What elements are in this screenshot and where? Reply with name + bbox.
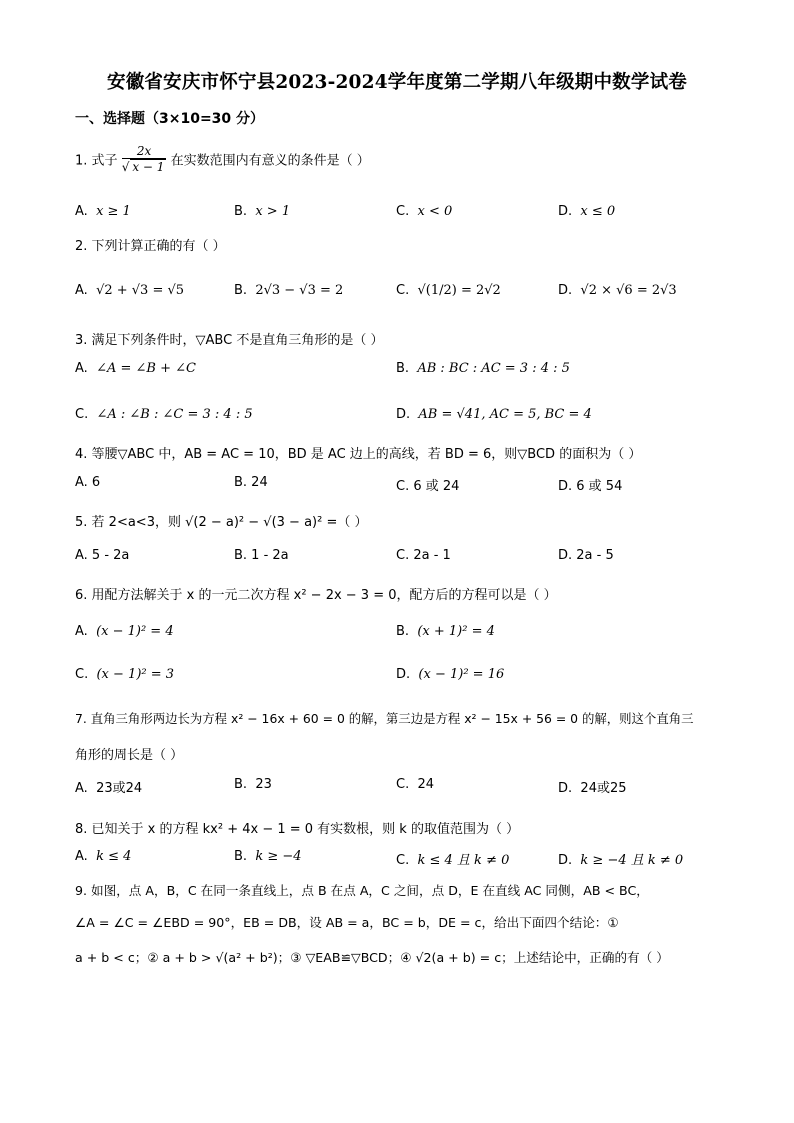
question-3-stem: 3. 满足下列条件时，▽ABC 不是直角三角形的是（ ） [75,333,384,348]
question-1-option-a[interactable]: A. x ≥ 1 [75,204,131,219]
question-5-option-d[interactable]: D. 2a - 5 [558,548,614,563]
question-4-option-c[interactable]: C. 6 或 24 [396,479,460,494]
question-3-option-c[interactable]: C. ∠A : ∠B : ∠C = 3 : 4 : 5 [75,407,253,422]
question-1-frac-den: √ x − 1 [121,160,165,174]
question-4-option-b[interactable]: B. 24 [234,475,268,490]
question-1-option-c[interactable]: C. x < 0 [396,204,453,219]
question-1-prefix: 1. 式子 [75,153,118,169]
question-1-fraction [122,144,167,174]
question-5-option-a[interactable]: A. 5 - 2a [75,548,130,563]
question-2-option-c[interactable]: C. √(1/2) = 2√2 [396,283,501,298]
question-9-line-1: 9. 如图，点 A，B，C 在同一条直线上，点 B 在点 A，C 之间，点 D，E 在直线 AC 同侧，AB < BC， [75,883,649,898]
question-8-option-c[interactable]: C. k ≤ 4 且 k ≠ 0 [396,853,510,868]
question-1-frac-num: 2x [136,144,152,158]
question-6-option-b[interactable]: B. (x + 1)² = 4 [396,624,495,639]
question-1-option-d[interactable]: D. x ≤ 0 [558,204,616,219]
question-7-option-d[interactable]: D. 24或25 [558,781,627,796]
question-9-line-3: a + b < c；② a + b > √(a² + b²)；③ ▽EAB≌▽BCD；④ √2(a + b) = c；上述结论中，正确的有（ ） [75,950,669,965]
question-2-stem: 2. 下列计算正确的有（ ） [75,239,226,254]
question-6-option-c[interactable]: C. (x − 1)² = 3 [75,667,175,682]
question-8-option-d[interactable]: D. k ≥ −4 且 k ≠ 0 [558,853,684,868]
question-9-line-2: ∠A = ∠C = ∠EBD = 90°，EB = DB，设 AB = a，BC = b，DE = c，给出下面四个结论：① [75,915,619,930]
question-1-suffix: 在实数范围内有意义的条件是（ ） [170,153,370,169]
question-6-option-a[interactable]: A. (x − 1)² = 4 [75,624,174,639]
question-3-option-b[interactable]: B. AB : BC : AC = 3 : 4 : 5 [396,361,570,376]
exam-title: 安徽省安庆市怀宁县2023-2024学年度第二学期八年级期中数学试卷 [107,72,687,93]
question-3-option-d[interactable]: D. AB = √41, AC = 5, BC = 4 [396,407,592,422]
question-4-option-d[interactable]: D. 6 或 54 [558,479,623,494]
question-4-option-a[interactable]: A. 6 [75,475,101,490]
question-8-option-a[interactable]: A. k ≤ 4 [75,849,132,864]
question-4-stem: 4. 等腰▽ABC 中，AB = AC = 10，BD 是 AC 边上的高线，若 BD = 6，则▽BCD 的面积为（ ） [75,447,642,462]
section-heading: 一、选择题（3×10=30 分） [75,111,265,127]
question-7-option-b[interactable]: B. 23 [234,777,272,792]
question-6-stem: 6. 用配方法解关于 x 的一元二次方程 x² − 2x − 3 = 0，配方后的方程可以是（ ） [75,588,557,603]
question-7-option-a[interactable]: A. 23或24 [75,781,143,796]
question-1-option-b[interactable]: B. x > 1 [234,204,291,219]
question-7-stem-line-1: 7. 直角三角形两边长为方程 x² − 16x + 60 = 0 的解，第三边是方程 x² − 15x + 56 = 0 的解，则这个直角三 [75,711,694,726]
question-5-stem: 5. 若 2<a<3，则 √(2 − a)² − √(3 − a)² =（ ） [75,515,368,530]
question-6-option-d[interactable]: D. (x − 1)² = 16 [396,667,505,682]
question-7-option-c[interactable]: C. 24 [396,777,435,792]
question-1-stem [75,144,370,174]
question-8-stem: 8. 已知关于 x 的方程 kx² + 4x − 1 = 0 有实数根，则 k 的取值范围为（ ） [75,822,520,837]
question-5-option-c[interactable]: C. 2a - 1 [396,548,451,563]
question-3-option-a[interactable]: A. ∠A = ∠B + ∠C [75,361,196,376]
question-2-option-d[interactable]: D. √2 × √6 = 2√3 [558,283,677,298]
question-5-option-b[interactable]: B. 1 - 2a [234,548,289,563]
question-2-option-a[interactable]: A. √2 + √3 = √5 [75,283,185,298]
question-8-option-b[interactable]: B. k ≥ −4 [234,849,302,864]
question-7-stem-line-2: 角形的周长是（ ） [75,748,184,763]
question-2-option-b[interactable]: B. 2√3 − √3 = 2 [234,283,344,298]
